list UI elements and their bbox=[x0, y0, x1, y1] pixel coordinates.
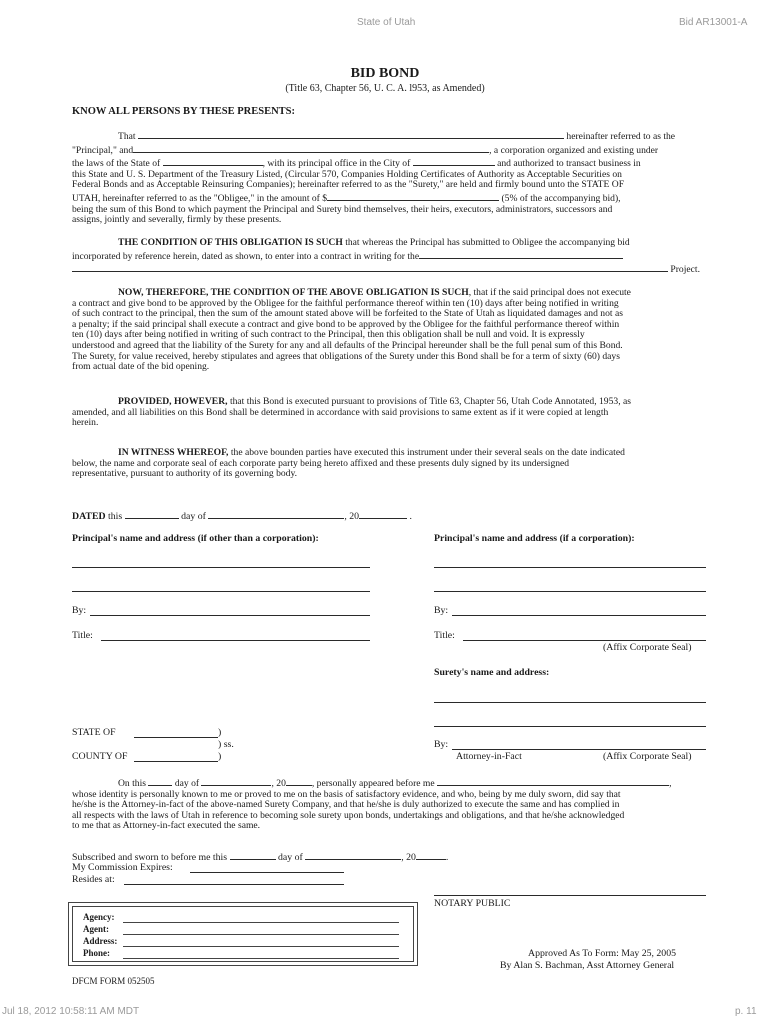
para2-text: Project. bbox=[670, 264, 700, 276]
county-paren: ) bbox=[218, 751, 222, 762]
dated-text: this bbox=[108, 511, 123, 522]
dated-year-blank[interactable] bbox=[359, 509, 407, 519]
principal-noncorp-line-1[interactable] bbox=[72, 567, 370, 568]
subscribed-year-blank[interactable] bbox=[416, 850, 446, 860]
approved-by: By Alan S. Bachman, Asst Attorney General bbox=[500, 960, 675, 971]
para1-text: and authorized to transact business in bbox=[497, 158, 641, 170]
para2-text: incorporated by reference herein, dated as shown, to enter into a contract in writing for the bbox=[72, 250, 420, 262]
para1-text: this State and U. S. Department of the Treasury Listed, (Circular 570, Companies Holding Certificates of Authority as Acceptable Securities on bbox=[72, 169, 622, 180]
para4-text: that this Bond is executed pursuant to provisions of Title 63, Chapter 56, Utah Code Annotated, 1953, as bbox=[227, 397, 631, 407]
para1-text: , with its principal office in the City of bbox=[262, 158, 411, 170]
amount-blank[interactable] bbox=[327, 191, 499, 201]
para1-text: That bbox=[118, 131, 136, 142]
principal-noncorp-label: Principal's name and address (if other than a corporation): bbox=[72, 533, 319, 544]
para1-text: (5% of the accompanying bid), bbox=[501, 192, 621, 204]
surety-name-blank[interactable] bbox=[133, 143, 489, 153]
ack-text: On this bbox=[118, 778, 146, 789]
now-therefore-paragraph bbox=[72, 288, 708, 373]
agency-line[interactable] bbox=[123, 922, 399, 923]
by-line-right[interactable] bbox=[452, 615, 706, 616]
phone-line[interactable] bbox=[123, 958, 399, 959]
para4-text: amended, and all liabilities on this Bond shall be determined in accordance with said provisions to same extent as if it were copied at length bbox=[72, 407, 609, 418]
para3-text: understood and agreed that the liability of the Surety for any and all defaults of the Principal hereunder shall be the full penal sum of this Bond. bbox=[72, 340, 623, 351]
subscribed-text: day of bbox=[278, 852, 303, 863]
state-of-blank[interactable] bbox=[134, 737, 218, 738]
ack-name-blank[interactable] bbox=[437, 776, 669, 786]
agent-line[interactable] bbox=[123, 934, 399, 935]
agency-box-inner bbox=[72, 906, 414, 962]
address-label: Address: bbox=[83, 936, 118, 946]
phone-label: Phone: bbox=[83, 948, 110, 958]
by-label-surety: By: bbox=[434, 739, 449, 750]
footer-page-number: p. 11 bbox=[735, 1006, 757, 1017]
condition-paragraph bbox=[72, 238, 708, 276]
ack-text: , 20 bbox=[271, 778, 286, 789]
para1-text: being the sum of this Bond to which payment the Principal and Surety bind themselves, their heirs, executors, administrators, successors and bbox=[72, 204, 613, 215]
para1-text: "Principal," and bbox=[72, 144, 134, 156]
para1-text: Federal Bonds and as Acceptable Reinsuring Companies); hereinafter referred to as the "Surety," are held and firmly bound unto the STATE OF bbox=[72, 180, 625, 191]
dated-day-blank[interactable] bbox=[125, 509, 179, 519]
principal-surety-paragraph bbox=[72, 129, 708, 226]
document-title: BID BOND bbox=[350, 66, 420, 81]
ack-text: all respects with the laws of Utah in reference to becoming sole surety upon bonds, undertakings and obligations, and that he/she acknowledged bbox=[72, 810, 625, 821]
resides-blank[interactable] bbox=[124, 884, 344, 885]
title-label-left: Title: bbox=[72, 630, 93, 641]
commission-label: My Commission Expires: bbox=[72, 862, 173, 873]
footer-timestamp: Jul 18, 2012 10:58:11 AM MDT bbox=[2, 1006, 140, 1017]
ack-text: , bbox=[669, 778, 672, 789]
header-bid-number: Bid AR13001-A bbox=[679, 17, 748, 28]
surety-label: Surety's name and address: bbox=[434, 667, 550, 678]
para2-text: that whereas the Principal has submitted to Obligee the accompanying bid bbox=[342, 238, 630, 248]
para5-text: representative, pursuant to authority of its governing body. bbox=[72, 469, 298, 480]
para1-text: , a corporation organized and existing under bbox=[489, 144, 659, 156]
surety-line-1[interactable] bbox=[434, 702, 706, 703]
agency-box bbox=[68, 902, 418, 966]
contract-blank[interactable] bbox=[419, 249, 623, 259]
subscribed-month-blank[interactable] bbox=[305, 850, 401, 860]
project-blank[interactable] bbox=[72, 262, 668, 272]
affix-seal-principal: (Affix Corporate Seal) bbox=[603, 642, 692, 653]
by-label-left: By: bbox=[72, 605, 87, 616]
para3-text: ten (10) days after being notified in writing of such contract to the Principal, then this obligation shall be null and void. It is expressly bbox=[72, 330, 585, 341]
notary-signature-line[interactable] bbox=[434, 895, 706, 896]
state-blank[interactable] bbox=[163, 156, 263, 166]
para3-text: a contract and give bond to be approved by the Obligee for the faithful performance thereof within ten (10) days after being notified in writing bbox=[72, 298, 619, 309]
ack-text: day of bbox=[174, 778, 200, 789]
agency-label: Agency: bbox=[83, 912, 115, 922]
dated-text: . bbox=[409, 511, 412, 522]
subscribed-text: . bbox=[445, 852, 449, 863]
by-line-surety[interactable] bbox=[452, 749, 706, 750]
form-number: DFCM FORM 052505 bbox=[72, 976, 155, 986]
principal-corp-line-1[interactable] bbox=[434, 567, 706, 568]
para3-text: from actual date of the bid opening. bbox=[72, 362, 210, 373]
para3-text: a penalty; if the said principal shall execute a contract and give bond to be approved by the Obligee for the faithful performance thereof within bbox=[72, 319, 620, 330]
para5-text: below, the name and corporate seal of each corporate party being hereto affixed and these presents duly signed by its undersigned bbox=[72, 458, 570, 469]
subscribed-text: , 20 bbox=[401, 852, 416, 863]
now-therefore-heading: NOW, THEREFORE, THE CONDITION OF THE ABOVE OBLIGATION IS SUCH bbox=[118, 288, 469, 298]
para5-text: the above bounden parties have executed this instrument under their several seals on the date indicated bbox=[228, 448, 625, 458]
para4-text: herein. bbox=[72, 418, 99, 429]
para1-text: UTAH, hereinafter referred to as the "Obligee," in the amount of $ bbox=[72, 192, 328, 204]
principal-corp-label: Principal's name and address (if a corporation): bbox=[434, 533, 635, 544]
approved-as-to-form: Approved As To Form: May 25, 2005 bbox=[528, 948, 676, 959]
principal-name-blank[interactable] bbox=[138, 129, 564, 139]
subscribed-day-blank[interactable] bbox=[230, 850, 276, 860]
provided-heading: PROVIDED, HOWEVER, bbox=[118, 397, 228, 407]
dated-month-blank[interactable] bbox=[208, 509, 344, 519]
acknowledgment-paragraph bbox=[72, 776, 708, 832]
provided-however-paragraph bbox=[72, 397, 708, 429]
para3-text: , that if the said principal does not execute bbox=[468, 288, 631, 298]
title-label-right: Title: bbox=[434, 630, 455, 641]
witness-paragraph bbox=[72, 448, 708, 480]
ack-text: to me that as Attorney-in-fact executed the same. bbox=[72, 821, 261, 832]
affix-seal-surety: (Affix Corporate Seal) bbox=[603, 751, 692, 762]
commission-blank[interactable] bbox=[190, 872, 344, 873]
header-state: State of Utah bbox=[357, 17, 416, 28]
para3-text: The Surety, for value received, hereby stipulates and agrees that obligations of the Surety under this Bond shall be for a term of sixty (60) days bbox=[72, 351, 620, 362]
ack-text: he/she is the Attorney-in-fact of the above-named Surety Company, and that he/she is duly authorized to execute the same and has complied in bbox=[72, 800, 620, 811]
ack-month-blank[interactable] bbox=[201, 776, 271, 786]
know-all-heading: KNOW ALL PERSONS BY THESE PRESENTS: bbox=[72, 106, 296, 117]
dated-line bbox=[72, 509, 412, 522]
city-blank[interactable] bbox=[413, 156, 495, 166]
para1-text: assigns, jointly and severally, firmly by these presents. bbox=[72, 215, 282, 226]
document-subtitle: (Title 63, Chapter 56, U. C. A. l953, as Amended) bbox=[285, 83, 485, 94]
surety-line-2[interactable] bbox=[434, 726, 706, 727]
by-line-left[interactable] bbox=[90, 615, 370, 616]
county-of-blank[interactable] bbox=[134, 761, 218, 762]
state-of-label: STATE OF bbox=[72, 727, 116, 738]
state-paren: ) bbox=[218, 727, 222, 738]
address-line[interactable] bbox=[123, 946, 399, 947]
county-of-label: COUNTY OF bbox=[72, 751, 128, 762]
para1-text: hereinafter referred to as the bbox=[566, 131, 676, 142]
attorney-in-fact-label: Attorney-in-Fact bbox=[456, 751, 522, 762]
agent-label: Agent: bbox=[83, 924, 109, 934]
para3-text: of such contract to the principal, then the sum of the amount stated above will be forfeited to the State of Utah as liquidated damages and not as bbox=[72, 309, 623, 320]
dated-text: , 20 bbox=[344, 511, 360, 522]
para1-text: the laws of the State of bbox=[72, 158, 161, 170]
by-label-right: By: bbox=[434, 605, 449, 616]
dated-text: day of bbox=[181, 511, 206, 522]
ack-text: whose identity is personally known to me or proved to me on the basis of satisfactory evidence, and who, being by me duly sworn, did say that bbox=[72, 789, 621, 800]
dated-label: DATED bbox=[72, 511, 106, 522]
title-line-left[interactable] bbox=[101, 640, 370, 641]
resides-label: Resides at: bbox=[72, 874, 115, 885]
principal-noncorp-line-2[interactable] bbox=[72, 591, 370, 592]
condition-heading: THE CONDITION OF THIS OBLIGATION IS SUCH bbox=[118, 238, 343, 248]
principal-corp-line-2[interactable] bbox=[434, 591, 706, 592]
ack-text: , personally appeared before me bbox=[311, 778, 435, 789]
witness-heading: IN WITNESS WHEREOF, bbox=[118, 448, 229, 458]
title-line-right[interactable] bbox=[463, 640, 706, 641]
subscribed-text: Subscribed and sworn to before me this bbox=[72, 852, 228, 863]
notary-public-label: NOTARY PUBLIC bbox=[434, 898, 511, 909]
ack-day-blank[interactable] bbox=[148, 776, 172, 786]
ack-year-blank[interactable] bbox=[286, 776, 312, 786]
ss-label: ) ss. bbox=[218, 739, 234, 750]
